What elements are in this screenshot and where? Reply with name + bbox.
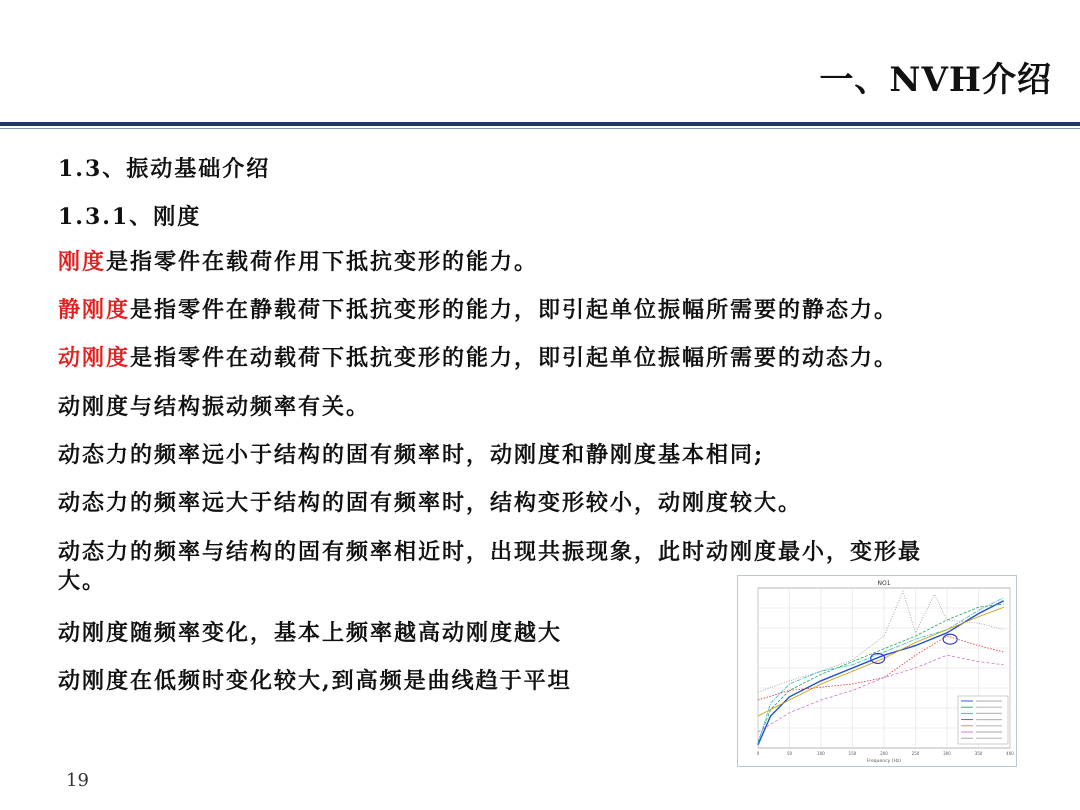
x-tick-label: 300 xyxy=(943,751,951,756)
stiffness-chart-svg xyxy=(738,576,1016,766)
x-tick-label: 400 xyxy=(1006,751,1014,756)
header-divider-thin xyxy=(0,128,1080,129)
definition-stiffness: 刚度是指零件在载荷作用下抵抗变形的能力。 xyxy=(58,249,539,275)
x-tick-label: 250 xyxy=(911,751,920,756)
x-tick-label: 50 xyxy=(786,751,793,756)
slide-title: 一、NVH介绍 xyxy=(819,60,1052,100)
x-tick-label: 150 xyxy=(848,751,857,756)
subsection-heading: 1.3.1、刚度 xyxy=(58,204,202,230)
header-divider xyxy=(0,122,1080,126)
x-tick-label: 200 xyxy=(880,751,888,756)
section-heading: 1.3、振动基础介绍 xyxy=(58,156,271,182)
body-line: 动态力的频率远小于结构的固有频率时，动刚度和静刚度基本相同; xyxy=(58,442,765,468)
body-line: 大。 xyxy=(58,568,107,594)
term-highlight: 动刚度 xyxy=(58,345,131,371)
x-tick-label: 100 xyxy=(817,751,825,756)
term-highlight: 刚度 xyxy=(58,249,107,275)
stiffness-chart xyxy=(737,575,1017,767)
chart-title: NO1 xyxy=(877,580,891,587)
body-line: 动刚度与结构振动频率有关。 xyxy=(58,394,371,420)
body-line: 动态力的频率远大于结构的固有频率时，结构变形较小，动刚度较大。 xyxy=(58,490,803,516)
definition-dynamic-stiffness: 动刚度是指零件在动载荷下抵抗变形的能力，即引起单位振幅所需要的动态力。 xyxy=(58,345,899,371)
x-axis-label: Frequency (Hz) xyxy=(867,759,901,764)
term-highlight: 静刚度 xyxy=(58,297,131,323)
definition-static-stiffness: 静刚度是指零件在静载荷下抵抗变形的能力，即引起单位振幅所需要的静态力。 xyxy=(58,297,899,323)
body-line: 动刚度随频率变化，基本上频率越高动刚度越大 xyxy=(58,620,563,646)
x-tick-label: 0 xyxy=(756,751,760,756)
page-number: 19 xyxy=(66,770,89,791)
body-line: 动刚度在低频时变化较大,到高频是曲线趋于平坦 xyxy=(58,668,572,694)
x-tick-label: 350 xyxy=(974,751,983,756)
body-line: 动态力的频率与结构的固有频率相近时，出现共振现象，此时动刚度最小，变形最 xyxy=(58,539,923,565)
